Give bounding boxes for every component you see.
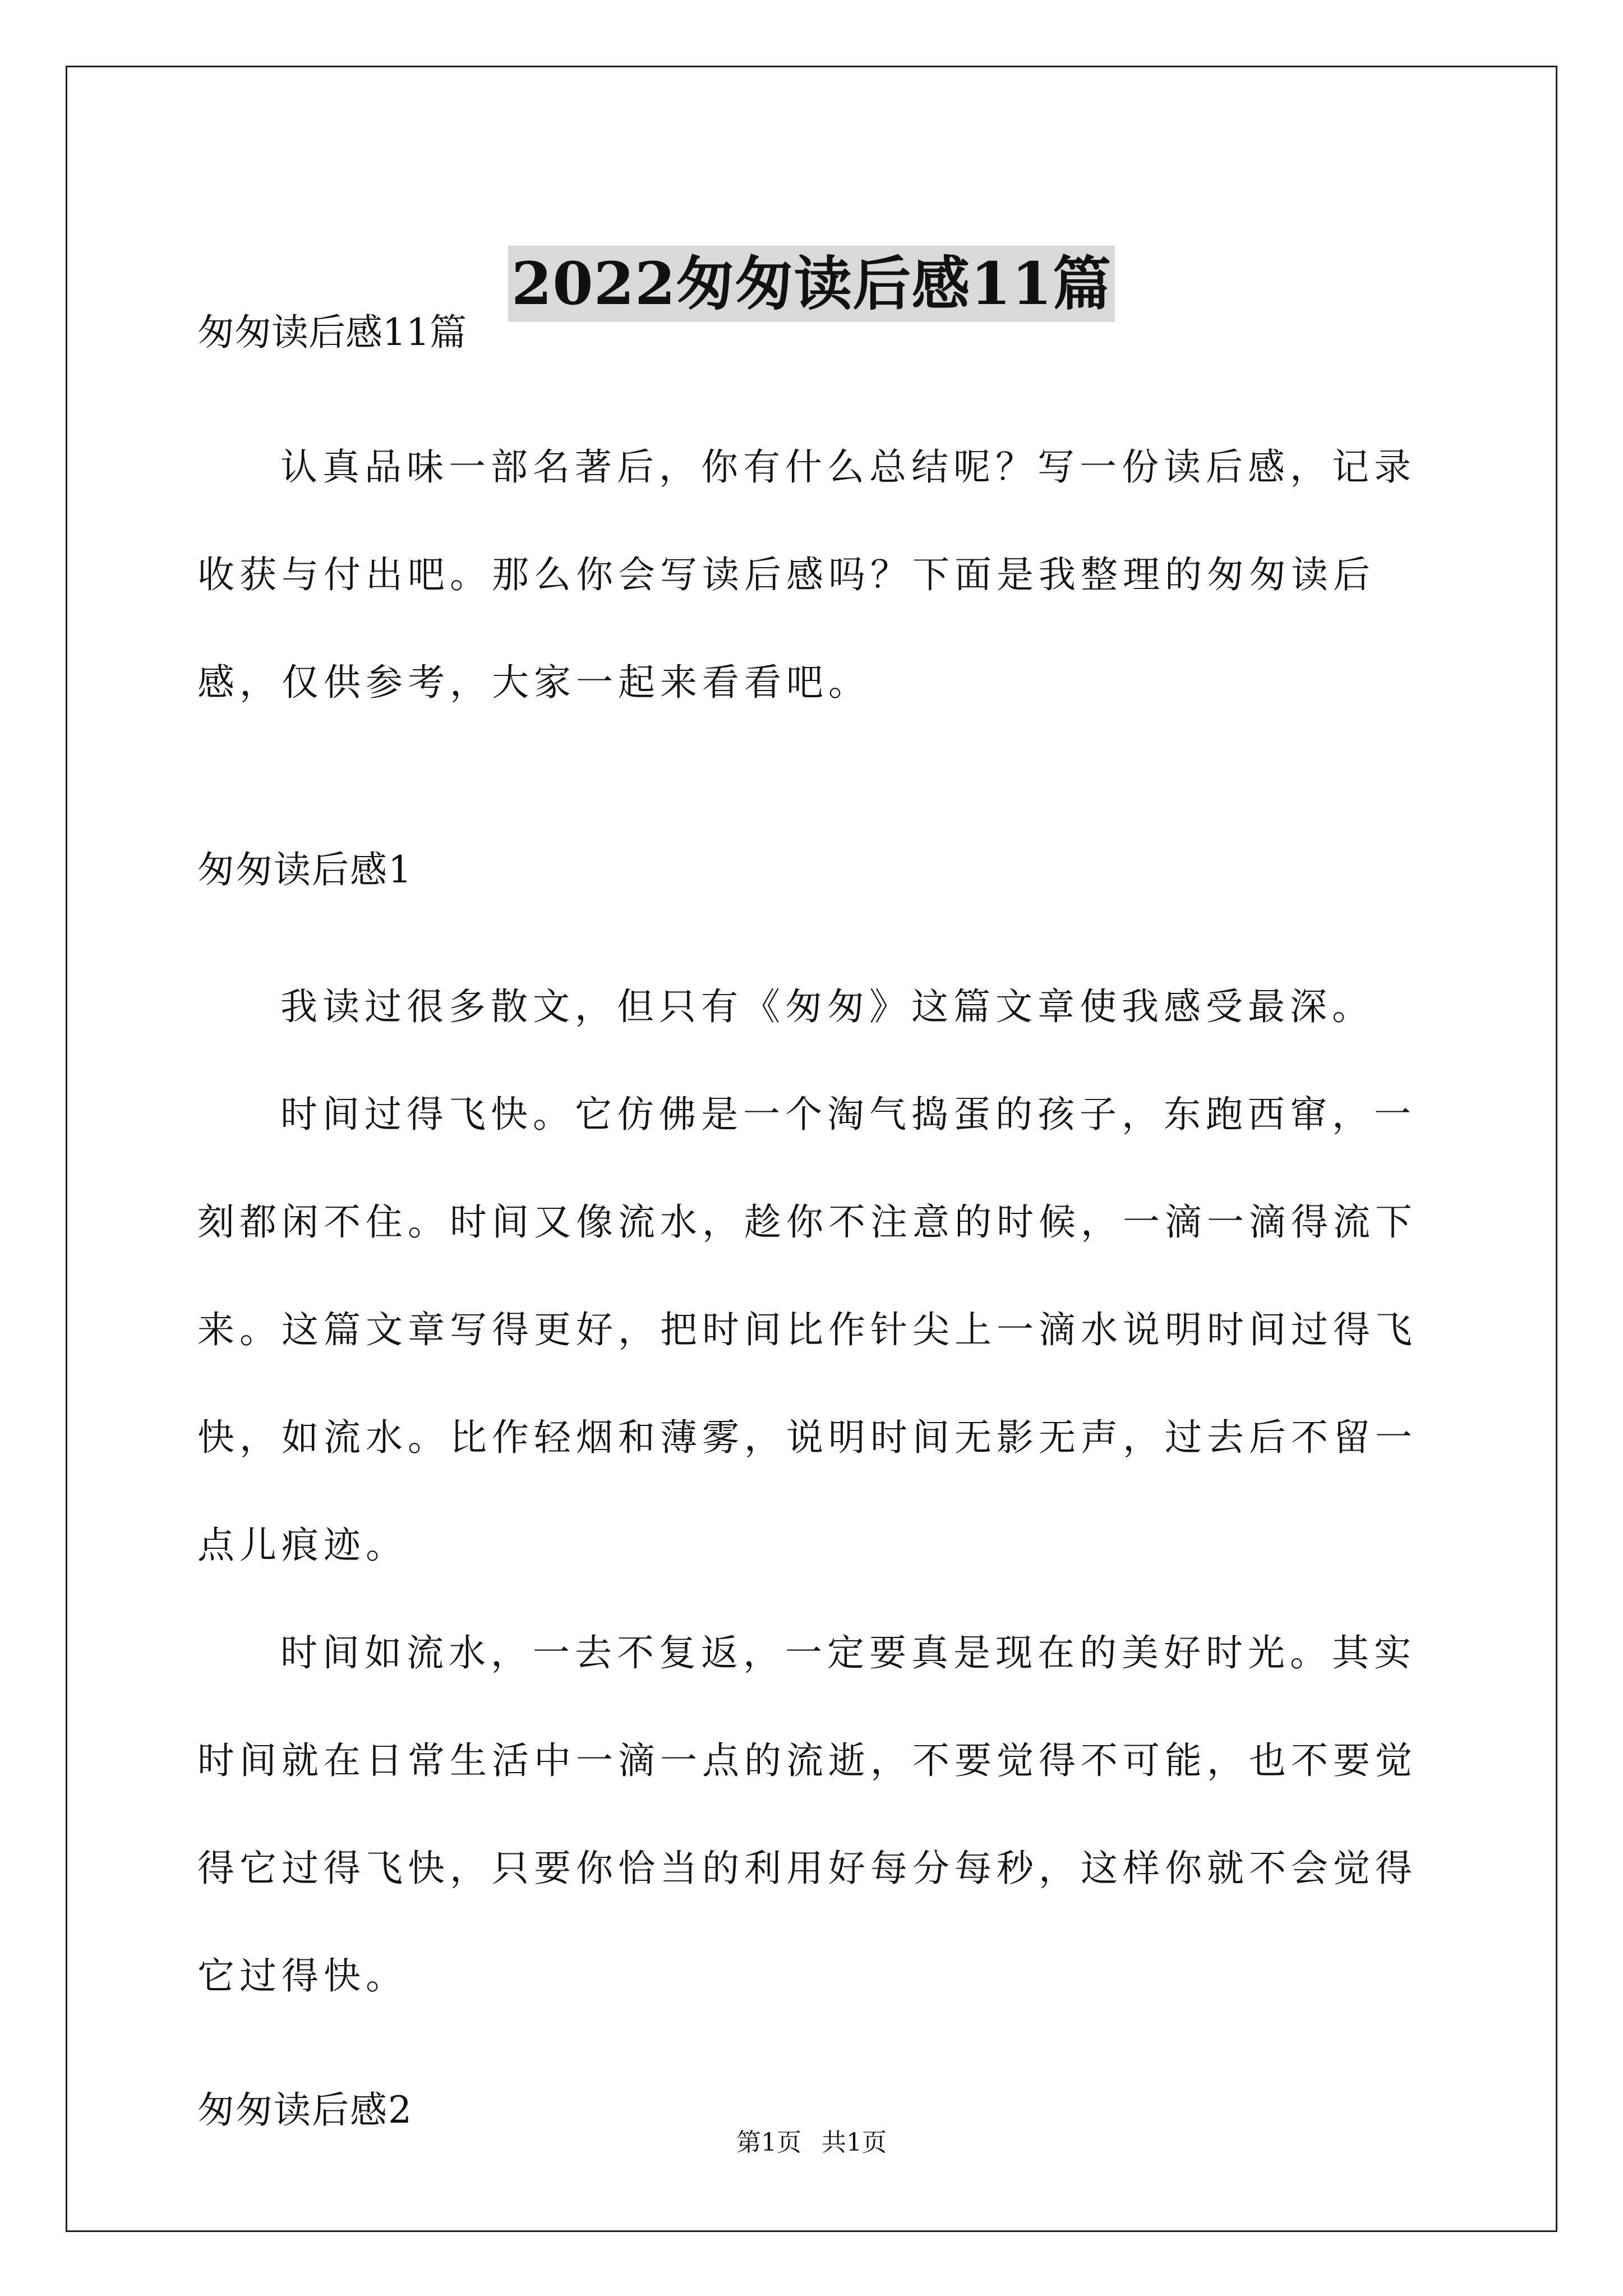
page-footer (0, 2126, 1623, 2160)
spacer (197, 2030, 1431, 2083)
spacer (197, 360, 1431, 413)
document-title: 2022匆匆读后感11篇 (508, 246, 1115, 322)
section-1-paragraph-3: 时间如流水，一去不复返，一定要真是现在的美好时光。其实时间就在日常生活中一滴一点的流逝，不要觉得不可能，也不要觉得它过得飞快，只要你恰当的利用好每分每秒，这样你就不会觉得它过得快。 (197, 1631, 1417, 1998)
spacer (197, 897, 1431, 953)
section-heading-2: 匆匆读后感2 (197, 2088, 413, 2132)
section-1-paragraph-2: 时间过得飞快。它仿佛是一个淘气捣蛋的孩子，东跑西窜，一刻都闲不住。时间又像流水，趁你不注意的时候，一滴一滴得流下来。这篇文章写得更好，把时间比作针尖上一滴水说明时间过得飞快，如流水。比作轻烟和薄雾，说明时间无影无声，过去后不留一点儿痕迹。 (197, 1093, 1417, 1567)
document-subtitle: 匆匆读后感11篇 (197, 311, 467, 354)
spacer (197, 737, 1431, 843)
section-1-paragraph-1: 我读过很多散文，但只有《匆匆》这篇文章使我感受最深。 (280, 985, 1374, 1028)
page-number-total: 共1页 (822, 2128, 887, 2157)
intro-paragraph: 认真品味一部名著后，你有什么总结呢？写一份读后感，记录收获与付出吧。那么你会写读后感吗？下面是我整理的匆匆读后感，仅供参考，大家一起来看看吧。 (197, 445, 1416, 704)
section-heading-1: 匆匆读后感1 (197, 848, 413, 891)
page-number-current: 第1页 (736, 2128, 801, 2157)
document-body (197, 306, 1431, 2137)
